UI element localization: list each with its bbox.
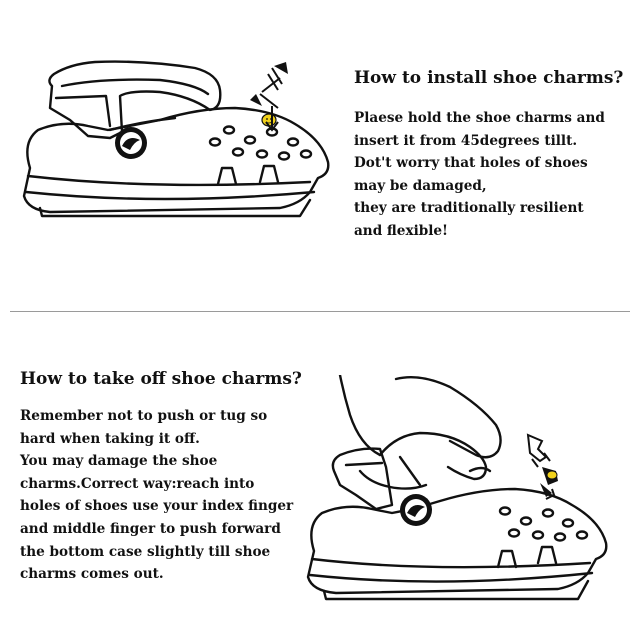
remove-line: charms.Correct way:reach into: [20, 475, 255, 492]
remove-line: holes of shoes use your index finger: [20, 498, 294, 515]
remove-heading: How to take off shoe charms?: [20, 369, 302, 389]
section-divider: [10, 311, 630, 312]
install-clog-illustration: [10, 50, 340, 225]
remove-clog-illustration: [300, 375, 635, 615]
remove-line: You may damage the shoe: [20, 453, 218, 470]
remove-line: hard when taking it off.: [20, 430, 200, 447]
install-heading: How to install shoe charms?: [354, 68, 624, 88]
install-line: and flexible!: [354, 222, 449, 239]
brand-rivet-icon: [400, 494, 432, 526]
install-line: may be damaged,: [354, 177, 487, 194]
install-instructions: [354, 107, 605, 243]
install-line: they are traditionally resilient: [354, 200, 584, 217]
hand-illustration: [340, 375, 501, 489]
remove-line: Remember not to push or tug so: [20, 408, 268, 424]
remove-line: the bottom case slightly till shoe: [20, 543, 271, 560]
charm-icon: [250, 62, 288, 130]
remove-instructions: [20, 405, 293, 586]
install-line: Plaese hold the shoe charms and: [354, 110, 605, 126]
brand-rivet-icon: [115, 127, 147, 159]
install-line: Dot't worry that holes of shoes: [354, 155, 588, 172]
remove-line: charms comes out.: [20, 566, 164, 583]
install-line: insert it from 45degrees tillt.: [354, 132, 578, 149]
remove-line: and middle finger to push forward: [20, 520, 281, 537]
charm-icon: [528, 435, 558, 499]
